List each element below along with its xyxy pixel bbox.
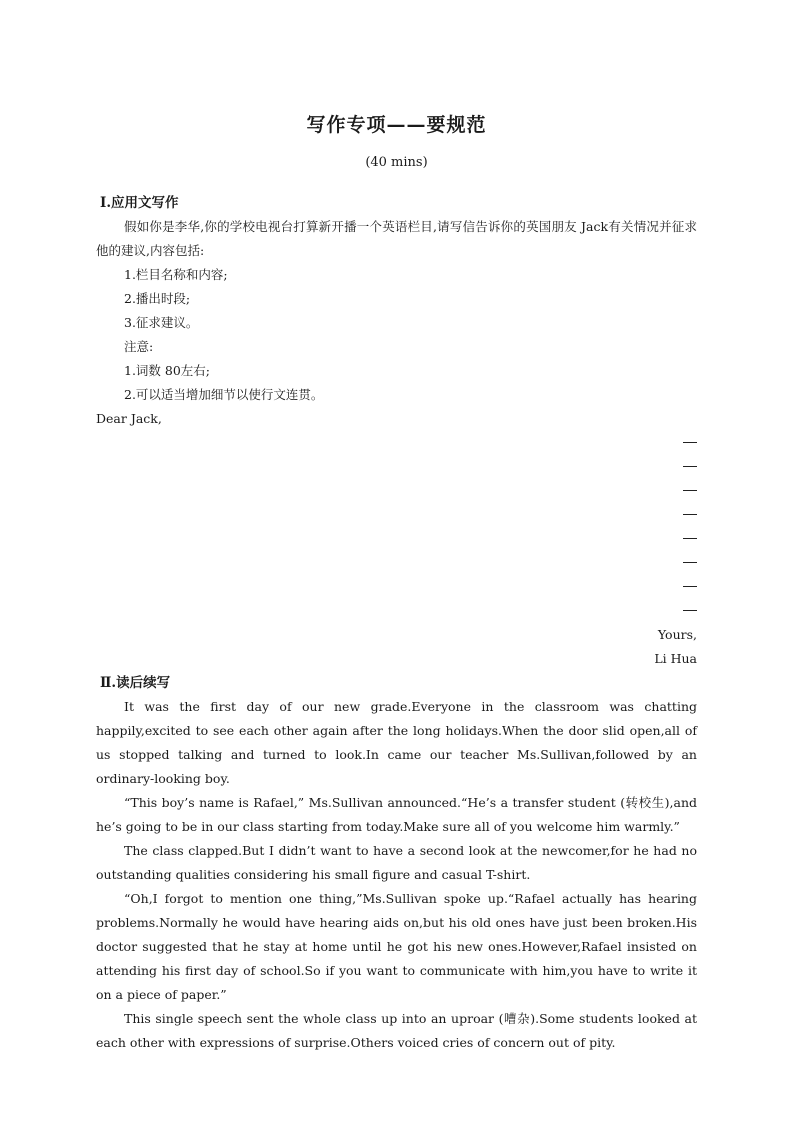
answer-line	[683, 490, 697, 491]
section-1-prompt: 假如你是李华,你的学校电视台打算新开播一个英语栏目,请写信告诉你的英国朋友 Jack有关情况并征求他的建议,内容包括:	[96, 219, 697, 258]
answer-line	[683, 442, 697, 443]
answer-line	[683, 514, 697, 515]
letter-signature: Li Hua	[654, 651, 697, 666]
story-paragraph-2: “This boy’s name is Rafael,” Ms.Sullivan announced.“He’s a transfer student (转校生),and he’s going to be in our class starting from today.Make sure all of you welcome him warmly.”	[96, 795, 697, 834]
story-paragraph-3: The class clapped.But I didn’t want to have a second look at the newcomer,for he had no outstanding qualities considering his small figure and casual T-shirt.	[96, 843, 697, 882]
requirement-item-2: 2.播出时段;	[124, 291, 191, 306]
answer-line	[683, 466, 697, 467]
letter-salutation: Dear Jack,	[96, 411, 162, 426]
answer-lines	[96, 431, 697, 623]
notes-label: 注意:	[124, 339, 154, 354]
time-limit: (40 mins)	[365, 155, 428, 170]
story-paragraph-1: It was the first day of our new grade.Everyone in the classroom was chatting happily,excited to see each other again after the long holidays.When the door slid open,all of us stopped talking and turned to look.In came our teacher Ms.Sullivan,followed by an ordinary-looking boy.	[96, 699, 697, 786]
story-paragraph-5: This single speech sent the whole class up into an uproar (嘈杂).Some students looked at each other with expressions of surprise.Others voiced cries of concern out of pity.	[96, 1011, 697, 1050]
page-title: 写作专项——要规范	[306, 114, 487, 136]
answer-line	[683, 610, 697, 611]
story-paragraph-4: “Oh,I forgot to mention one thing,”Ms.Sullivan spoke up.“Rafael actually has hearing problems.Normally he would have hearing aids on,but his old ones have just been broken.His doctor suggested that he stay at home until he got his new ones.However,Rafael insisted on attending his first day of school.So if you want to communicate with him,you have to write it on a piece of paper.”	[96, 891, 697, 1002]
letter-closing: Yours,	[657, 627, 697, 642]
requirement-item-3: 3.征求建议。	[124, 315, 199, 330]
answer-line	[683, 538, 697, 539]
answer-line	[683, 562, 697, 563]
note-item-1: 1.词数 80左右;	[124, 363, 211, 378]
note-item-2: 2.可以适当增加细节以使行文连贯。	[124, 387, 324, 402]
section-1-heading: Ⅰ.应用文写作	[100, 195, 179, 211]
answer-line	[683, 586, 697, 587]
document-page	[96, 100, 697, 1055]
section-2-heading: Ⅱ.读后续写	[100, 675, 171, 691]
requirement-item-1: 1.栏目名称和内容;	[124, 267, 228, 282]
